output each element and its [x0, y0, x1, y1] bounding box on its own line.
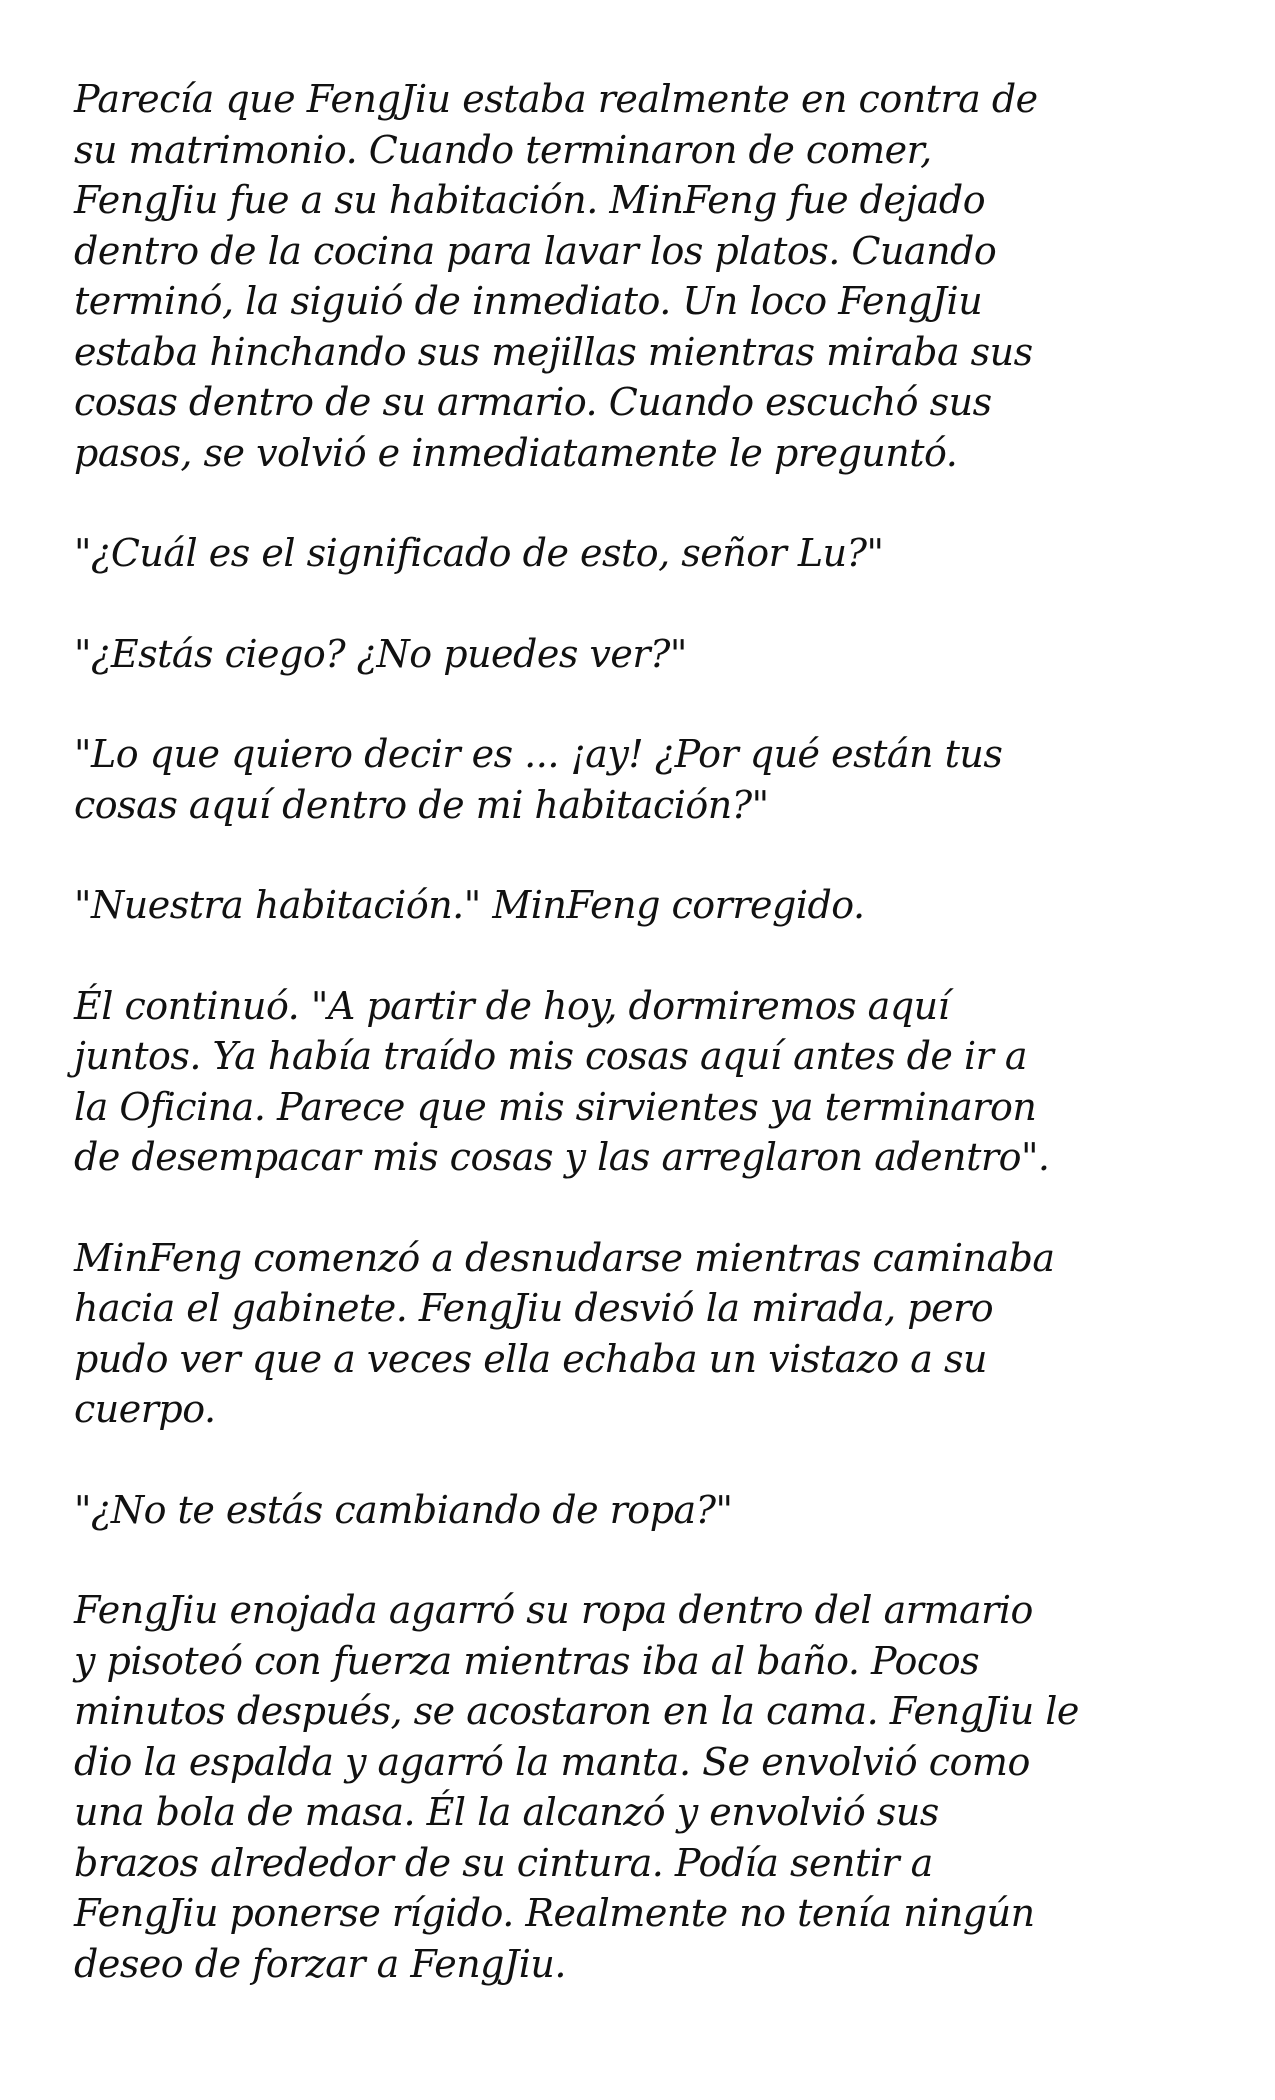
document-page [74, 74, 1234, 2039]
paragraph-7: MinFeng comenzó a desnudarse mientras caminaba hacia el gabinete. FengJiu desvió la mirada, pero pudo ver que a veces ella echaba un vistazo a su cuerpo. [74, 1235, 1055, 1431]
paragraph-8: "¿No te estás cambiando de ropa?" [74, 1487, 733, 1532]
paragraph-2: "¿Cuál es el significado de esto, señor Lu?" [74, 531, 884, 575]
paragraph-4: "Lo que quiero decir es ... ¡ay! ¿Por qué están tus cosas aquí dentro de mi habitación?" [74, 732, 1003, 827]
paragraph-5: "Nuestra habitación." MinFeng corregido. [74, 883, 865, 927]
paragraph-6: Él continuó. "A partir de hoy, dormiremos aquí juntos. Ya había traído mis cosas aquí antes de ir a la Oficina. Parece que mis sirvientes ya terminaron de desempacar mis cosas y las arreglaron adentro". [74, 983, 1050, 1179]
paragraph-1: Parecía que FengJiu estaba realmente en contra de su matrimonio. Cuando terminaron de comer, FengJiu fue a su habitación. MinFeng fue dejado dentro de la cocina para lavar los platos. Cuando terminó, la siguió de inmediato. Un loco FengJiu estaba hinchando sus mejillas mientras miraba sus cosas dentro de su armario. Cuando escuchó sus pasos, se volvió e inmediatamente le preguntó. [74, 77, 1038, 475]
paragraph-9: FengJiu enojada agarró su ropa dentro del armario y pisoteó con fuerza mientras iba al baño. Pocos minutos después, se acostaron en la cama. FengJiu le dio la espalda y agarró la manta. Se envolvió como una bola de masa. Él la alcanzó y envolvió sus brazos alrededor de su cintura. Podía sentir a FengJiu ponerse rígido. Realmente no tenía ningún deseo de forzar a FengJiu. [74, 1588, 1079, 1986]
paragraph-3: "¿Estás ciego? ¿No puedes ver?" [74, 631, 687, 676]
